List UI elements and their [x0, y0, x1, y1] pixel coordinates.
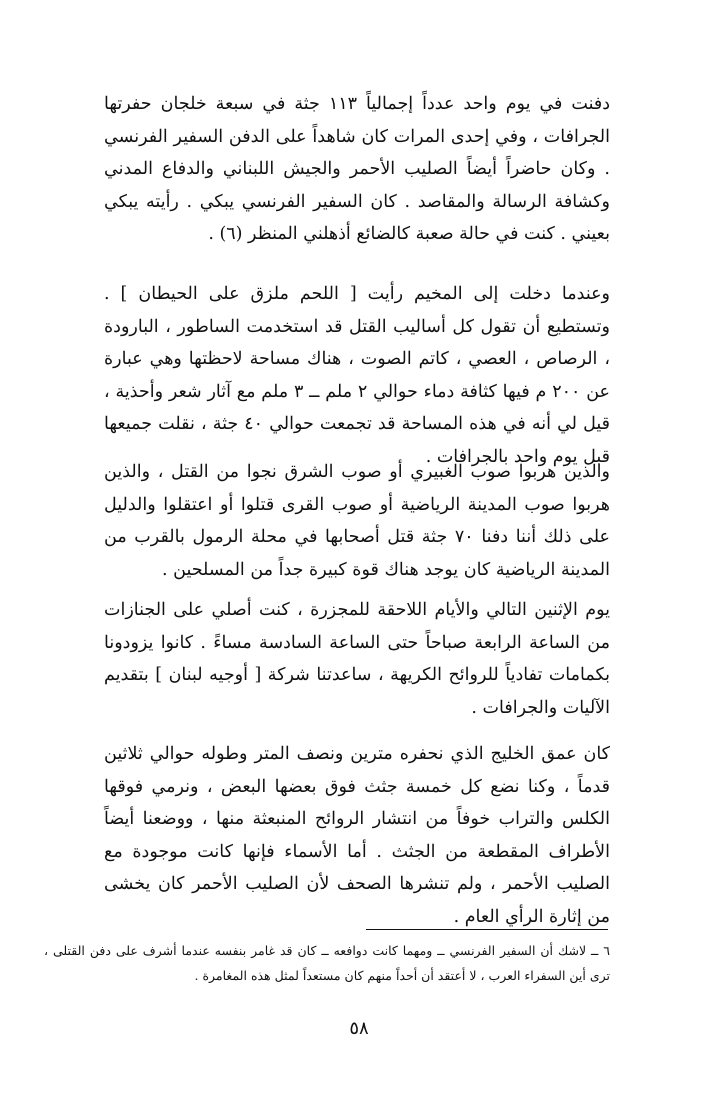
page-number: ٥٨	[349, 1018, 369, 1039]
footnote-divider	[366, 929, 608, 930]
paragraph-1: دفنت في يوم واحد عدداً إجمالياً ١١٣ جثة في سبعة خلجان حفرتها الجرافات ، وفي إحدى المرات كان شاهداً على الدفن السفير الفرنسي . وكان حاضراً أيضاً الصليب الأحمر والجيش اللبناني والدفاع المدني وكشافة الرسالة والمقاصد . كان السفير الفرنسي يبكي . رأيته يبكي بعيني . كنت في حالة صعبة كالضائع أذهلني المنظر (٦) .	[104, 94, 611, 244]
paragraph-3: والذين هربوا صوب الغبيري أو صوب الشرق نجوا من القتل ، والذين هربوا صوب المدينة الرياضية أو صوب القرى قتلوا أو اعتقلوا والدليل على ذلك أننا دفنا ٧٠ جثة قتل أصحابها في محلة الرمول بالقرب من المدينة الرياضية كان يوجد هناك قوة كبيرة جداً من المسلحين .	[104, 462, 610, 580]
paragraph-2: وعندما دخلت إلى المخيم رأيت [ اللحم ملزق على الحيطان ] . وتستطيع أن تقول كل أساليب القتل قد استخدمت الساطور ، البارودة ، الرصاص ، العصي ، كاتم الصوت ، هناك مساحة لاحظتها وهي عبارة عن ٢٠٠ م فيها كثافة دماء حوالي ٢ ملم ــ ٣ ملم مع آثار شعر وأحذية ، قيل لي أنه في هذه المساحة قد تجمعت حوالي ٤٠ جثة ، نقلت جميعها قبل يوم واحد بالجرافات .	[104, 284, 610, 467]
paragraph-5: كان عمق الخليج الذي نحفره مترين ونصف المتر وطوله حوالي ثلاثين قدماً ، وكنا نضع كل خمسة جثث فوق بعضها البعض ، ونرمي فوقها الكلس والتراب خوفاً من انتشار الروائح المنبعثة منها ، ووضعنا أيضاً الأطراف المقطعة من الجثث . أما الأسماء فإنها كانت موجودة مع الصليب الأحمر ، ولم تنشرها الصحف لأن الصليب الأحمر كان يخشى من إثارة الرأي العام .	[104, 744, 610, 927]
paragraph-4: يوم الإثنين التالي والأيام اللاحقة للمجزرة ، كنت أصلي على الجنازات من الساعة الرابعة صباحاً حتى الساعة السادسة مساءً . كانوا يزودونا بكمامات تفادياً للروائح الكريهة ، ساعدتنا شركة [ أوجيه لبنان ] بتقديم الآليات والجرافات .	[104, 600, 610, 718]
footnote: ٦ ــ لاشك أن السفير الفرنسي ــ ومهما كانت دوافعه ــ كان قد غامر بنفسه عندما أشرف على دفن القتلى ، ترى أين السفراء العرب ، لا أعتقد أن أحداً منهم كان مستعداً لمثل هذه المغامرة .	[44, 943, 610, 983]
